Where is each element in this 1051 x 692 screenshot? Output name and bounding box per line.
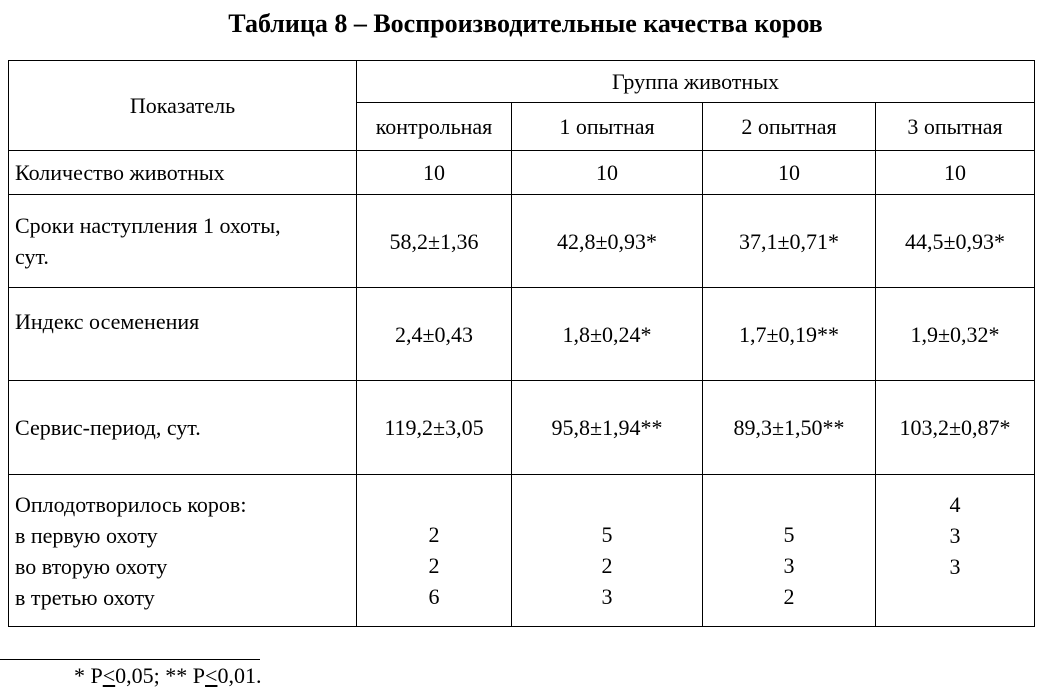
indicator-header: Показатель bbox=[9, 61, 357, 151]
footnote-part: 0,01. bbox=[217, 663, 262, 688]
cell-line: 2 bbox=[428, 553, 440, 578]
table-cell: 1,9±0,32* bbox=[876, 288, 1035, 381]
cell-line: 2 bbox=[601, 553, 613, 578]
group-header-exp-3: 3 опытная bbox=[876, 103, 1035, 151]
table-cell: 44,5±0,93* bbox=[876, 195, 1035, 288]
cell-line: 2 bbox=[783, 584, 795, 609]
indicator-line: в третью охоту bbox=[15, 584, 155, 610]
table-row bbox=[9, 381, 1035, 475]
header-row-group bbox=[9, 61, 1035, 103]
group-header-control: контрольная bbox=[357, 103, 512, 151]
table-row bbox=[9, 288, 1035, 381]
indicator-line: сут. bbox=[15, 244, 49, 269]
row-indicator: Индекс осеменения bbox=[9, 288, 357, 381]
table-cell bbox=[512, 475, 703, 627]
footnote-part: 0,05; ** P bbox=[115, 663, 206, 688]
table-cell: 103,2±0,87* bbox=[876, 381, 1035, 475]
cell-line: 3 bbox=[949, 523, 961, 548]
footnote-part: * P bbox=[74, 663, 103, 688]
table-cell bbox=[703, 475, 876, 627]
group-header-exp-2: 2 опытная bbox=[703, 103, 876, 151]
footnote-le-sign: < bbox=[205, 663, 218, 688]
cell-line: 5 bbox=[601, 522, 613, 547]
table-cell: 58,2±1,36 bbox=[357, 195, 512, 288]
footnote bbox=[74, 662, 261, 690]
indicator-line: во вторую охоту bbox=[15, 553, 168, 579]
table-row bbox=[9, 151, 1035, 195]
table-cell: 10 bbox=[512, 151, 703, 195]
table-cell: 2,4±0,43 bbox=[357, 288, 512, 381]
table-cell: 10 bbox=[876, 151, 1035, 195]
row-indicator: Количество животных bbox=[9, 151, 357, 195]
table-cell: 1,8±0,24* bbox=[512, 288, 703, 381]
cell-line: 3 bbox=[601, 584, 613, 609]
row-indicator bbox=[9, 195, 357, 288]
indicator-line: Оплодотворилось коров: bbox=[15, 491, 247, 517]
footnote-rule bbox=[0, 659, 260, 660]
table-cell bbox=[876, 475, 1035, 627]
table-title: Таблица 8 – Воспроизводительные качества коров bbox=[228, 9, 823, 38]
table-cell: 10 bbox=[357, 151, 512, 195]
cell-line: 4 bbox=[949, 492, 961, 517]
cell-line: 5 bbox=[783, 522, 795, 547]
cell-line: 2 bbox=[428, 522, 440, 547]
row-indicator: Сервис-период, сут. bbox=[9, 381, 357, 475]
table-cell bbox=[357, 475, 512, 627]
table-cell: 42,8±0,93* bbox=[512, 195, 703, 288]
cell-line: 3 bbox=[783, 553, 795, 578]
table-row bbox=[9, 195, 1035, 288]
table-cell: 37,1±0,71* bbox=[703, 195, 876, 288]
cell-line: 3 bbox=[949, 554, 961, 579]
indicator-line: Сроки наступления 1 охоты, bbox=[15, 213, 281, 238]
reproductive-qualities-table bbox=[8, 60, 1035, 627]
row-indicator bbox=[9, 475, 357, 627]
table-cell: 10 bbox=[703, 151, 876, 195]
group-header-exp-1: 1 опытная bbox=[512, 103, 703, 151]
table-cell: 1,7±0,19** bbox=[703, 288, 876, 381]
table-cell: 89,3±1,50** bbox=[703, 381, 876, 475]
indicator-line: в первую охоту bbox=[15, 522, 158, 548]
cell-line: 6 bbox=[428, 584, 440, 609]
group-header: Группа животных bbox=[357, 61, 1035, 103]
footnote-le-sign: < bbox=[102, 663, 116, 688]
table-row bbox=[9, 475, 1035, 627]
table-cell: 119,2±3,05 bbox=[357, 381, 512, 475]
table-cell: 95,8±1,94** bbox=[512, 381, 703, 475]
